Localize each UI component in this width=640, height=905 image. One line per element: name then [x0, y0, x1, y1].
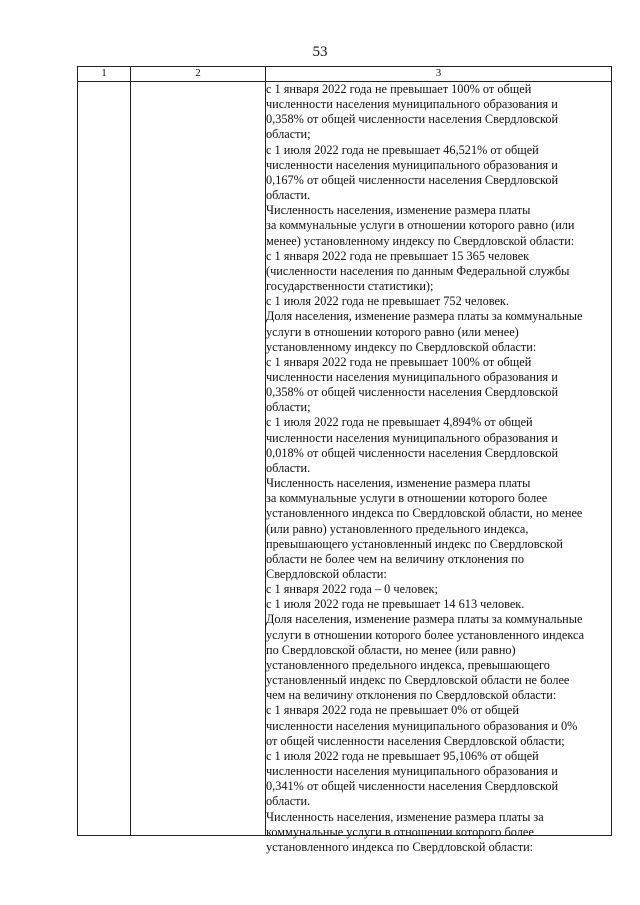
text-line: чем на величину отклонения по Свердловской области: [266, 688, 557, 703]
text-line: области; [266, 127, 311, 142]
text-line: численности населения муниципального образования и 0% [266, 718, 578, 733]
column-divider [130, 67, 131, 835]
text-line: Численность населения, изменение размера платы [266, 203, 531, 218]
text-line: области не более чем на величину отклонения по [266, 551, 525, 566]
text-line: (численности населения по данным Федеральной службы [266, 263, 570, 278]
text-line: услуги в отношении которого более установленного индекса [266, 627, 585, 642]
text-line: от общей численности населения Свердловской области; [266, 733, 565, 748]
column-header-3: 3 [435, 67, 442, 79]
column-header-2: 2 [195, 67, 201, 79]
text-line: установленный индекс по Свердловской области не более [266, 673, 570, 688]
text-line: численности населения муниципального образования и [266, 430, 558, 445]
text-line: области; [266, 400, 311, 415]
text-line: установленного предельного индекса, превышающего [266, 657, 550, 672]
text-line: Свердловской области: [266, 567, 387, 581]
text-line: области. [266, 460, 311, 475]
text-line: по Свердловской области, но менее (или равно) [266, 642, 516, 657]
text-line: 0,341% от общей численности населения Свердловской [266, 779, 559, 794]
text-line: с 1 января 2022 года – 0 человек; [266, 582, 438, 597]
text-line: с 1 января 2022 года не превышает 0% от общей [266, 703, 519, 718]
text-line: превышающего установленный индекс по Свердловской [266, 536, 563, 551]
text-line: за коммунальные услуги в отношении которого более [266, 491, 548, 506]
text-line: численности населения муниципального образования и [266, 97, 558, 112]
text-line: 0,167% от общей численности населения Свердловской [266, 172, 559, 187]
text-line: услуги в отношении которого равно (или менее) [266, 324, 519, 339]
text-line: численности населения муниципального образования и [266, 157, 558, 172]
text-line: Доля населения, изменение размера платы за коммунальные [266, 309, 583, 324]
text-line: области. [266, 188, 311, 203]
text-line: с 1 января 2022 года не превышает 100% от общей [266, 82, 532, 96]
text-line: с 1 января 2022 года не превышает 100% от общей [266, 354, 532, 369]
text-line: 0,358% от общей численности населения Свердловской [266, 385, 559, 400]
text-line: с 1 июля 2022 года не превышает 14 613 человек. [266, 597, 525, 612]
text-line: установленного индекса по Свердловской области: [266, 839, 534, 854]
document-table [77, 66, 612, 854]
text-line: численности населения муниципального образования и [266, 369, 558, 384]
text-line: с 1 июля 2022 года не превышает 95,106% от общей [266, 748, 539, 763]
column-3-content [266, 82, 611, 855]
text-line: 0,018% от общей численности населения Свердловской [266, 445, 559, 460]
text-line: (или равно) установленного предельного индекса, [266, 521, 529, 536]
text-line: государственности статистики); [266, 279, 434, 294]
text-line: за коммунальные услуги в отношении которого равно (или [266, 218, 575, 233]
page-number: 53 [312, 44, 328, 60]
text-line: с 1 января 2022 года не превышает 15 365 человек [266, 248, 530, 263]
text-line: Численность населения, изменение размера платы за [266, 809, 544, 824]
text-line: установленного индекса по Свердловской области, но менее [266, 506, 583, 521]
text-line: Численность населения, изменение размера платы [266, 476, 531, 491]
table-header-row [78, 67, 611, 82]
text-line: Доля населения, изменение размера платы за коммунальные [266, 612, 583, 627]
text-line: с 1 июля 2022 года не превышает 4,894% от общей [266, 415, 533, 430]
text-line: с 1 июля 2022 года не превышает 752 человек. [266, 294, 509, 309]
text-line: 0,358% от общей численности населения Свердловской [266, 112, 559, 127]
text-line: с 1 июля 2022 года не превышает 46,521% от общей [266, 142, 539, 157]
text-line: установленному индексу по Свердловской области: [266, 339, 537, 354]
text-line: области. [266, 794, 311, 809]
column-header-1: 1 [101, 67, 107, 79]
text-line: коммунальные услуги в отношении которого более [266, 824, 534, 839]
text-line: численности населения муниципального образования и [266, 764, 558, 779]
text-line: менее) установленному индексу по Свердловской области: [266, 233, 575, 248]
